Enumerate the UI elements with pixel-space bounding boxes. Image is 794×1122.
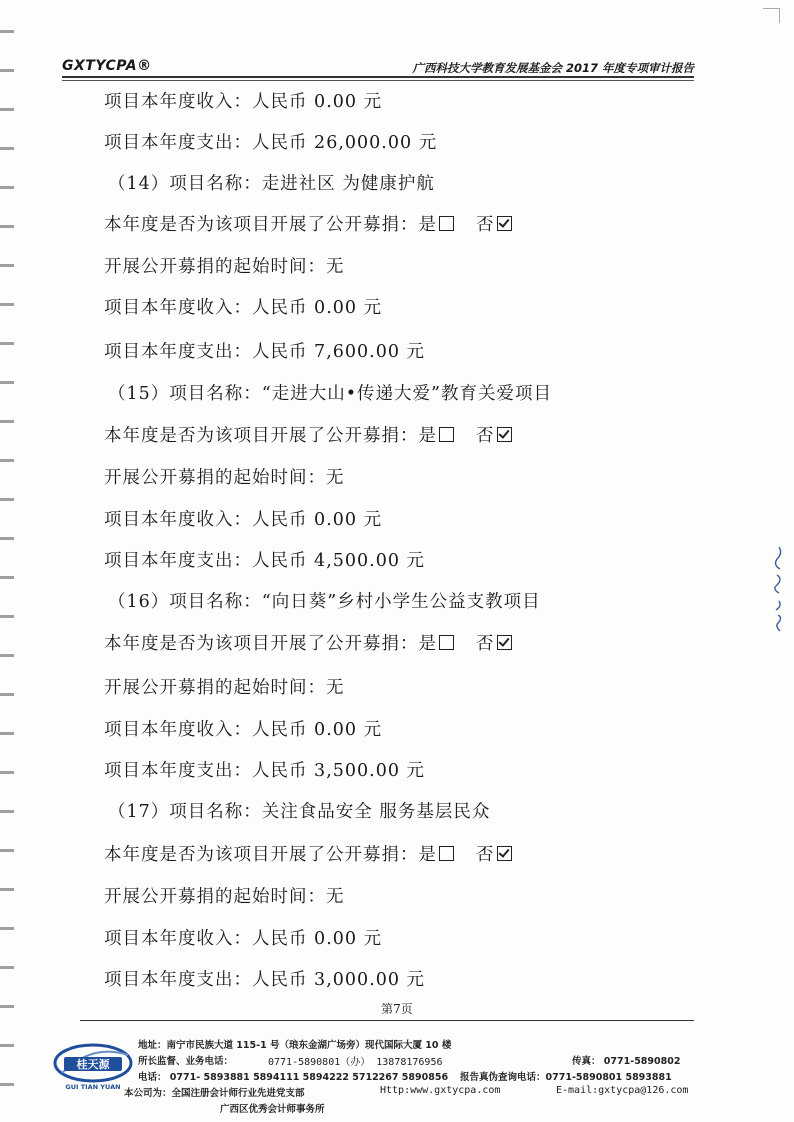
start-time-line: 开展公开募捐的起始时间：无 — [104, 887, 345, 907]
checkbox-no — [497, 635, 512, 650]
checkbox-no-label: 否 — [476, 426, 495, 446]
project-title: （17）项目名称：关注食品安全 服务基层民众 — [108, 802, 491, 822]
checkbox-yes — [439, 846, 454, 861]
checkbox-yes — [439, 216, 454, 231]
firm-logo — [52, 1035, 134, 1095]
checkbox-no — [497, 846, 512, 861]
fundraising-question: 本年度是否为该项目开展了公开募捐：是 否 — [104, 213, 534, 237]
binding-holes — [0, 0, 14, 1122]
project-title: （14）项目名称：走进社区 为健康护航 — [108, 174, 435, 194]
registered-mark: ® — [137, 58, 152, 74]
corner-mark — [763, 8, 780, 23]
start-time-line: 开展公开募捐的起始时间：无 — [104, 257, 345, 277]
footer-honor-party: 本公司为：全国注册会计师行业先进党支部 — [124, 1088, 305, 1099]
page-header — [62, 58, 694, 78]
expense-line: 项目本年度支出：人民币 7,600.00 元 — [104, 342, 426, 362]
fundraising-question: 本年度是否为该项目开展了公开募捐：是 否 — [104, 843, 534, 867]
checkbox-no-label: 否 — [476, 215, 495, 235]
footer-honor-firm: 广西区优秀会计师事务所 — [220, 1104, 325, 1115]
footer-email: E-mail:gxtycpa@126.com — [556, 1085, 689, 1096]
footer-fax: 传真： 0771-5890802 — [572, 1056, 681, 1067]
expense-line: 项目本年度支出：人民币 4,500.00 元 — [104, 551, 426, 571]
expense-line: 项目本年度支出：人民币 26,000.00 元 — [104, 133, 438, 153]
svg-text:GUI TIAN YUAN: GUI TIAN YUAN — [65, 1083, 121, 1091]
start-time-line: 开展公开募捐的起始时间：无 — [104, 468, 345, 488]
footer-director-phone: 0771-5890801（办） 13878176956 — [268, 1057, 443, 1068]
project-title: （16）项目名称：“向日葵”乡村小学生公益支教项目 — [108, 592, 541, 612]
footer-rule — [80, 1020, 694, 1021]
checkbox-no-label: 否 — [476, 845, 495, 865]
margin-handwriting — [772, 545, 786, 635]
svg-text:桂天源: 桂天源 — [76, 1058, 110, 1071]
footer-verify-phone: 报告真伪查询电话：0771-5890801 5893881 — [460, 1072, 672, 1083]
income-line: 项目本年度收入：人民币 0.00 元 — [104, 720, 383, 740]
start-time-line: 开展公开募捐的起始时间：无 — [104, 678, 345, 698]
income-line: 项目本年度收入：人民币 0.00 元 — [104, 929, 383, 949]
header-firm-code: GXTYCPA® — [62, 58, 152, 74]
project-title: （15）项目名称：“走进大山•传递大爱”教育关爱项目 — [108, 384, 552, 404]
header-rule — [62, 76, 694, 78]
fundraising-question: 本年度是否为该项目开展了公开募捐：是 否 — [104, 424, 534, 448]
expense-line: 项目本年度支出：人民币 3,500.00 元 — [104, 761, 426, 781]
header-rule-thin — [62, 80, 694, 81]
footer-address: 地址：南宁市民族大道 115-1 号（琅东金湖广场旁）现代国际大厦 10 楼 — [138, 1040, 452, 1051]
checkbox-yes — [439, 427, 454, 442]
checkbox-no — [497, 427, 512, 442]
checkbox-yes — [439, 635, 454, 650]
income-line: 项目本年度收入：人民币 0.00 元 — [104, 92, 383, 112]
header-report-title: 广西科技大学教育发展基金会 2017 年度专项审计报告 — [412, 61, 694, 75]
income-line: 项目本年度收入：人民币 0.00 元 — [104, 298, 383, 318]
checkbox-no — [497, 216, 512, 231]
fundraising-question: 本年度是否为该项目开展了公开募捐：是 否 — [104, 632, 534, 656]
footer-website: Http:www.gxtycpa.com — [380, 1085, 501, 1096]
page-number: 第7页 — [381, 1002, 413, 1016]
footer-phone: 电话： 0771- 5893881 5894111 5894222 5712267 5890856 — [138, 1072, 449, 1083]
income-line: 项目本年度收入：人民币 0.00 元 — [104, 510, 383, 530]
expense-line: 项目本年度支出：人民币 3,000.00 元 — [104, 970, 426, 990]
footer-director-label: 所长监督、业务电话： — [138, 1056, 234, 1067]
checkbox-no-label: 否 — [476, 634, 495, 654]
